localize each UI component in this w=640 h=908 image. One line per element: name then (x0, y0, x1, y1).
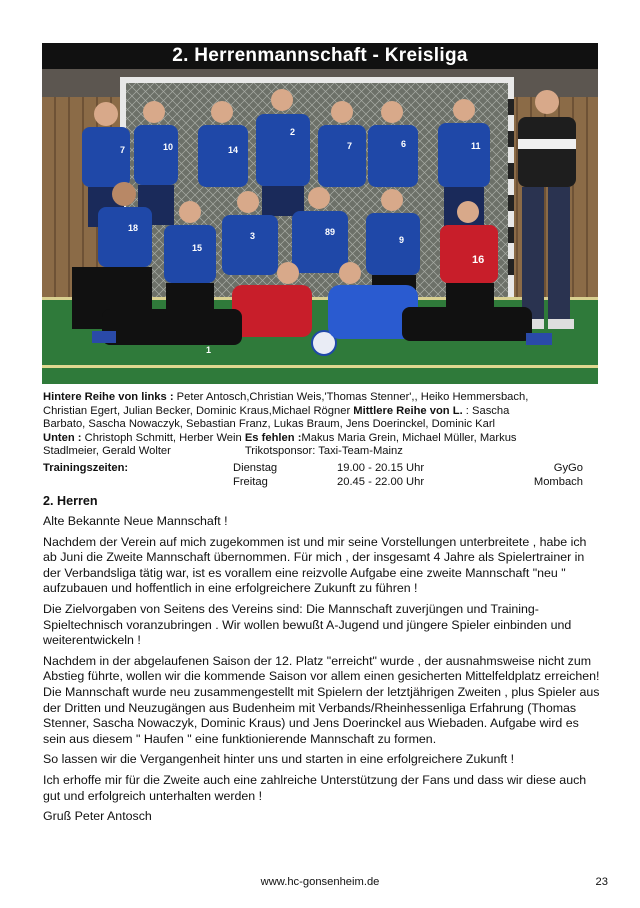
svg-text:14: 14 (228, 145, 239, 155)
svg-text:1: 1 (206, 345, 212, 355)
back-row-names-cont: Christian Egert, Julian Becker, Dominic Kraus,Michael Rögner (43, 404, 354, 417)
missing-label: Es fehlen : (244, 431, 302, 444)
middle-row-label: Mittlere Reihe von L. (353, 404, 463, 417)
article-paragraph: Nachdem in der abgelaufenen Saison der 12. Platz "erreicht" wurde , der ausnahmsweise nicht zum Abstieg führte, wollen wir die kommende Saison vor allem einen gesicherten Mittelfeldplatz erreichen! Die Mannschaft wurde neu zusammengestellt mit Spielern der letztjährigen Zweiten , plus Spieler aus der Dritten und Neuzugängen aus Budenheim mit Verbands/Rheinhessenliga Erfahrung (Thomas Stenner, Sascha Nowaczyk, Dominic Kraus) und Jens Doerinckel aus Wiebaden. Aufgabe wird es sein aus diesem " Haufen " eine funktionierende Mannschaft zu formen. (43, 653, 600, 746)
svg-text:9: 9 (399, 235, 405, 245)
svg-text:16: 16 (472, 254, 485, 266)
article-paragraph: Nachdem der Verein auf mich zugekommen ist und mir seine Vorstellungen unterbreitete , habe ich ab Juni die Zweite Mannschaft übernommen. Für mich , der insgesamt 4 Jahre als Spielertrainer in der Verbandsliga tätig war, ist es vorallem eine reizvolle Aufgabe eine zweite Mannschaft "neu " aufzubauen und hoffentlich in eine erfolgreichere Zukunft zu führen ! (43, 534, 587, 596)
back-row-label: Hintere Reihe von links : (43, 391, 174, 403)
article-signature: Gruß Peter Antosch (43, 809, 152, 824)
svg-text:3: 3 (250, 231, 256, 241)
article-paragraph: Alte Bekannte Neue Mannschaft ! (43, 514, 228, 528)
footer-url: www.hc-gonsenheim.de (260, 876, 380, 888)
svg-text:89: 89 (325, 227, 336, 237)
svg-text:18: 18 (128, 223, 139, 233)
article-paragraph: Ich erhoffe mir für die Zweite auch eine zahlreiche Unterstützung der Fans und dass wir diese auch gut und erfolgreich unterhalten werden ! (43, 772, 587, 803)
article-paragraph: Die Zielvorgaben von Seitens des Vereins sind: Die Mannschaft zuverjüngen und Training-Spieltechnisch voranzubringen . Wir wollen bewußt A-Jugend und jüngere Spieler einbinden und weiterentwickeln ! (43, 601, 572, 648)
article-heading: 2. Herren (43, 494, 98, 508)
svg-text:10: 10 (163, 142, 174, 152)
missing-names-cont: Stadlmeier, Gerald Wolter (43, 445, 171, 458)
svg-text:7: 7 (347, 141, 353, 151)
svg-text:7: 7 (120, 145, 126, 155)
sponsor-text: Trikotsponsor: Taxi-Team-Mainz (244, 445, 403, 458)
training-place: Mombach (533, 476, 583, 488)
training-day: Freitag (233, 476, 268, 488)
missing-names: Makus Maria Grein, Michael Müller, Markus (301, 431, 517, 444)
svg-text:15: 15 (192, 243, 203, 253)
training-times (43, 461, 583, 489)
training-label: Trainingszeiten: (43, 462, 129, 474)
front-row-label: Unten : (43, 431, 82, 444)
middle-row-names: Barbato, Sascha Nowaczyk, Sebastian Franz, Lukas Braum, Jens Doerinckel, Dominic Karl (43, 418, 496, 431)
svg-text:6: 6 (401, 139, 407, 149)
team-photo (42, 69, 598, 384)
middle-row-sep: : Sascha (462, 404, 510, 417)
svg-text:11: 11 (471, 141, 481, 151)
page-title: 2. Herrenmannschaft - Kreisliga (42, 43, 598, 69)
team-caption (43, 391, 603, 459)
training-time: 19.00 - 20.15 Uhr (337, 462, 425, 474)
svg-text:2: 2 (290, 127, 296, 137)
training-place: GyGo (553, 462, 583, 474)
article-paragraph: So lassen wir die Vergangenheit hinter uns und starten in eine erfolgreichere Zukunft ! (43, 752, 515, 767)
back-row-names: Peter Antosch,Christian Weis,'Thomas Stenner',, Heiko Hemmersbach, (173, 391, 529, 403)
page-number: 23 (595, 876, 608, 888)
training-day: Dienstag (233, 462, 278, 474)
article (43, 494, 603, 830)
training-time: 20.45 - 22.00 Uhr (337, 476, 425, 488)
front-row-names: Christoph Schmitt, Herber Wein (81, 431, 245, 444)
